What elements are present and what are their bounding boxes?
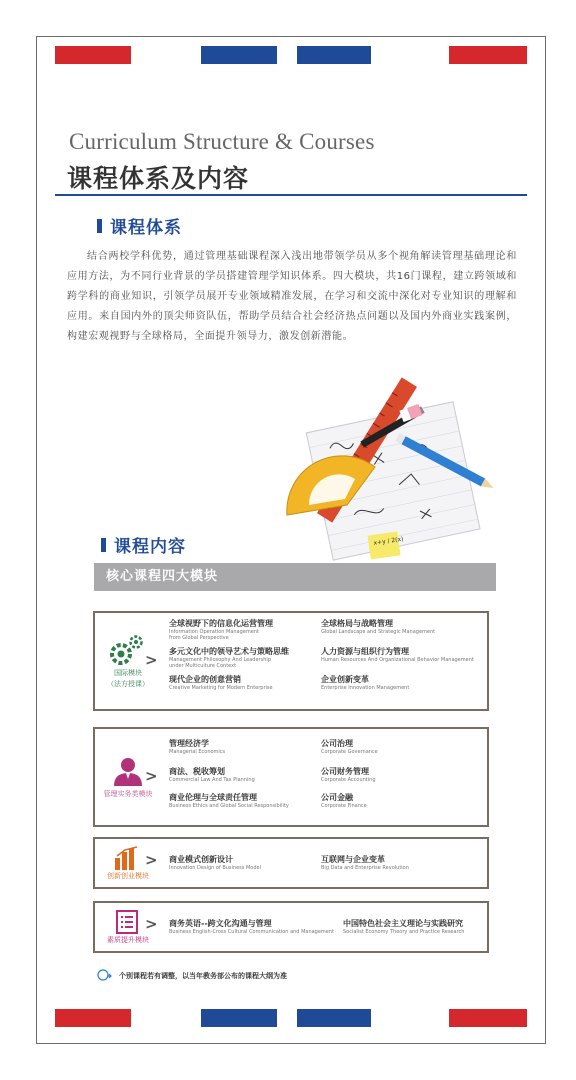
course-name-cn: 现代企业的创意营销	[169, 675, 241, 684]
bar-chart-icon	[113, 846, 143, 870]
course-name-en: Corporate Finance	[321, 803, 367, 809]
course-name-en: Socialist Economy Theory and Practice Research	[343, 929, 465, 935]
course-name-en: Business Ethics and Global Social Responsibility	[169, 803, 289, 809]
course-name-cn: 商法、税收筹划	[169, 767, 225, 776]
module-label-sub: （法方授课）	[107, 680, 149, 688]
course-name-en: Human Resources And Organizational Behavior Management	[321, 657, 474, 663]
course-name-en: Corporate Governance	[321, 749, 378, 755]
course-name-cn: 全球视野下的信息化运营管理	[169, 619, 273, 628]
module-label: 国际模块	[114, 669, 142, 677]
bottom-flag-stripe	[55, 1009, 527, 1027]
course-name-en: Creative Marketing for Modern Enterprise	[169, 685, 273, 691]
course-name-en: from Global Perspective	[169, 635, 229, 641]
course-name-cn: 商业模式创新设计	[169, 855, 233, 864]
course-name-en: Global Landscape and Strategic Management	[321, 629, 436, 635]
course-name-cn: 企业创新变革	[321, 675, 369, 684]
section-heading-content	[101, 532, 186, 557]
module-label: 创新创业模块	[107, 871, 149, 880]
course-item	[169, 619, 273, 641]
heading-marker	[97, 219, 102, 233]
person-icon	[111, 756, 145, 788]
course-name-en: Commercial Law And Tax Planning	[169, 777, 255, 783]
module-management-practice	[93, 727, 489, 827]
course-item	[321, 855, 409, 871]
course-name-cn: 人力资源与组织行为管理	[321, 647, 409, 656]
course-name-en: Management Philosophy And Leadership	[169, 657, 271, 663]
course-name-cn: 中国特色社会主义理论与实践研究	[343, 919, 463, 928]
title-divider	[55, 194, 527, 196]
course-name-en: Innovation Design of Business Model	[169, 865, 261, 871]
heading-marker	[101, 538, 106, 552]
gears-icon	[108, 633, 148, 667]
core-modules-bar: 核心课程四大模块	[94, 563, 496, 591]
course-name-en: Big Data and Enterprise Revolution	[321, 865, 409, 871]
module-international	[93, 611, 489, 711]
section-heading-text: 课程体系	[110, 218, 182, 238]
top-flag-stripe	[55, 46, 527, 64]
course-item	[321, 647, 474, 663]
course-name-en: Information Operation Management	[169, 629, 259, 635]
course-item	[321, 675, 409, 691]
page-frame	[36, 36, 546, 1044]
course-item	[169, 919, 334, 935]
list-icon	[115, 910, 141, 934]
lightbulb-icon	[97, 969, 115, 983]
course-item	[169, 793, 289, 809]
chevron-right-icon: >	[145, 651, 158, 669]
course-name-en: Managerial Economics	[169, 749, 226, 755]
course-name-en: Corporate Accounting	[321, 777, 376, 783]
course-name-cn: 公司金融	[321, 793, 353, 802]
course-item	[169, 855, 261, 871]
page-title-chinese: 课程体系及内容	[67, 164, 250, 193]
stationery-illustration	[247, 355, 497, 565]
course-name-en: Business English-Cross Cultural Communication and Management	[169, 929, 334, 935]
sticky-note-text: x+y / 2(x)	[373, 535, 404, 547]
section-heading-system	[97, 213, 182, 238]
chevron-right-icon: >	[145, 767, 158, 785]
course-name-cn: 商业伦理与全球责任管理	[169, 793, 257, 802]
course-item	[169, 675, 273, 691]
course-name-cn: 公司财务管理	[321, 767, 369, 776]
course-name-cn: 公司治理	[321, 739, 353, 748]
chevron-right-icon: >	[145, 915, 158, 933]
page-title-english: Curriculum Structure & Courses	[69, 129, 375, 154]
course-item	[169, 647, 289, 669]
course-item	[321, 739, 378, 755]
course-item	[321, 767, 376, 783]
module-label: 素质提升模块	[107, 935, 149, 944]
course-name-en: Enterprise Innovation Management	[321, 685, 410, 691]
course-item	[169, 739, 225, 755]
module-quality	[93, 901, 489, 953]
course-name-cn: 全球格局与战略管理	[321, 619, 393, 628]
course-name-cn: 多元文化中的领导艺术与策略思维	[169, 647, 289, 656]
course-name-en: under Multiculture Context	[169, 663, 237, 669]
footnote	[97, 969, 287, 983]
course-item	[343, 919, 464, 935]
course-name-cn: 互联网与企业变革	[321, 855, 385, 864]
course-item	[321, 793, 367, 809]
course-name-cn: 管理经济学	[169, 739, 209, 748]
course-name-cn: 商务英语--跨文化沟通与管理	[169, 919, 272, 928]
course-item	[321, 619, 435, 635]
intro-paragraph: 结合两校学科优势，通过管理基础课程深入浅出地带领学员从多个视角解读管理基础理论和应用方法，为不同行业背景的学员搭建管理学知识体系。四大模块，共16门课程，建立跨领域和跨学科的商业知识，引领学员展开专业领域精准发展，在学习和交流中深化对专业知识的理解和应用。来自国内外的顶尖师资队伍，帮助学员结合社会经济热点问题以及国内外商业实践案例，构建宏观视野与全球格局，全面提升领导力，激发创新潜能。	[67, 251, 517, 342]
course-item	[169, 767, 255, 783]
section-heading-text: 课程内容	[114, 537, 186, 557]
footnote-text: 个别课程若有调整，以当年教务部公布的课程大纲为准	[119, 972, 287, 980]
module-label: 管理实务类模块	[103, 789, 153, 798]
module-innovation	[93, 837, 489, 889]
chevron-right-icon: >	[145, 851, 158, 869]
